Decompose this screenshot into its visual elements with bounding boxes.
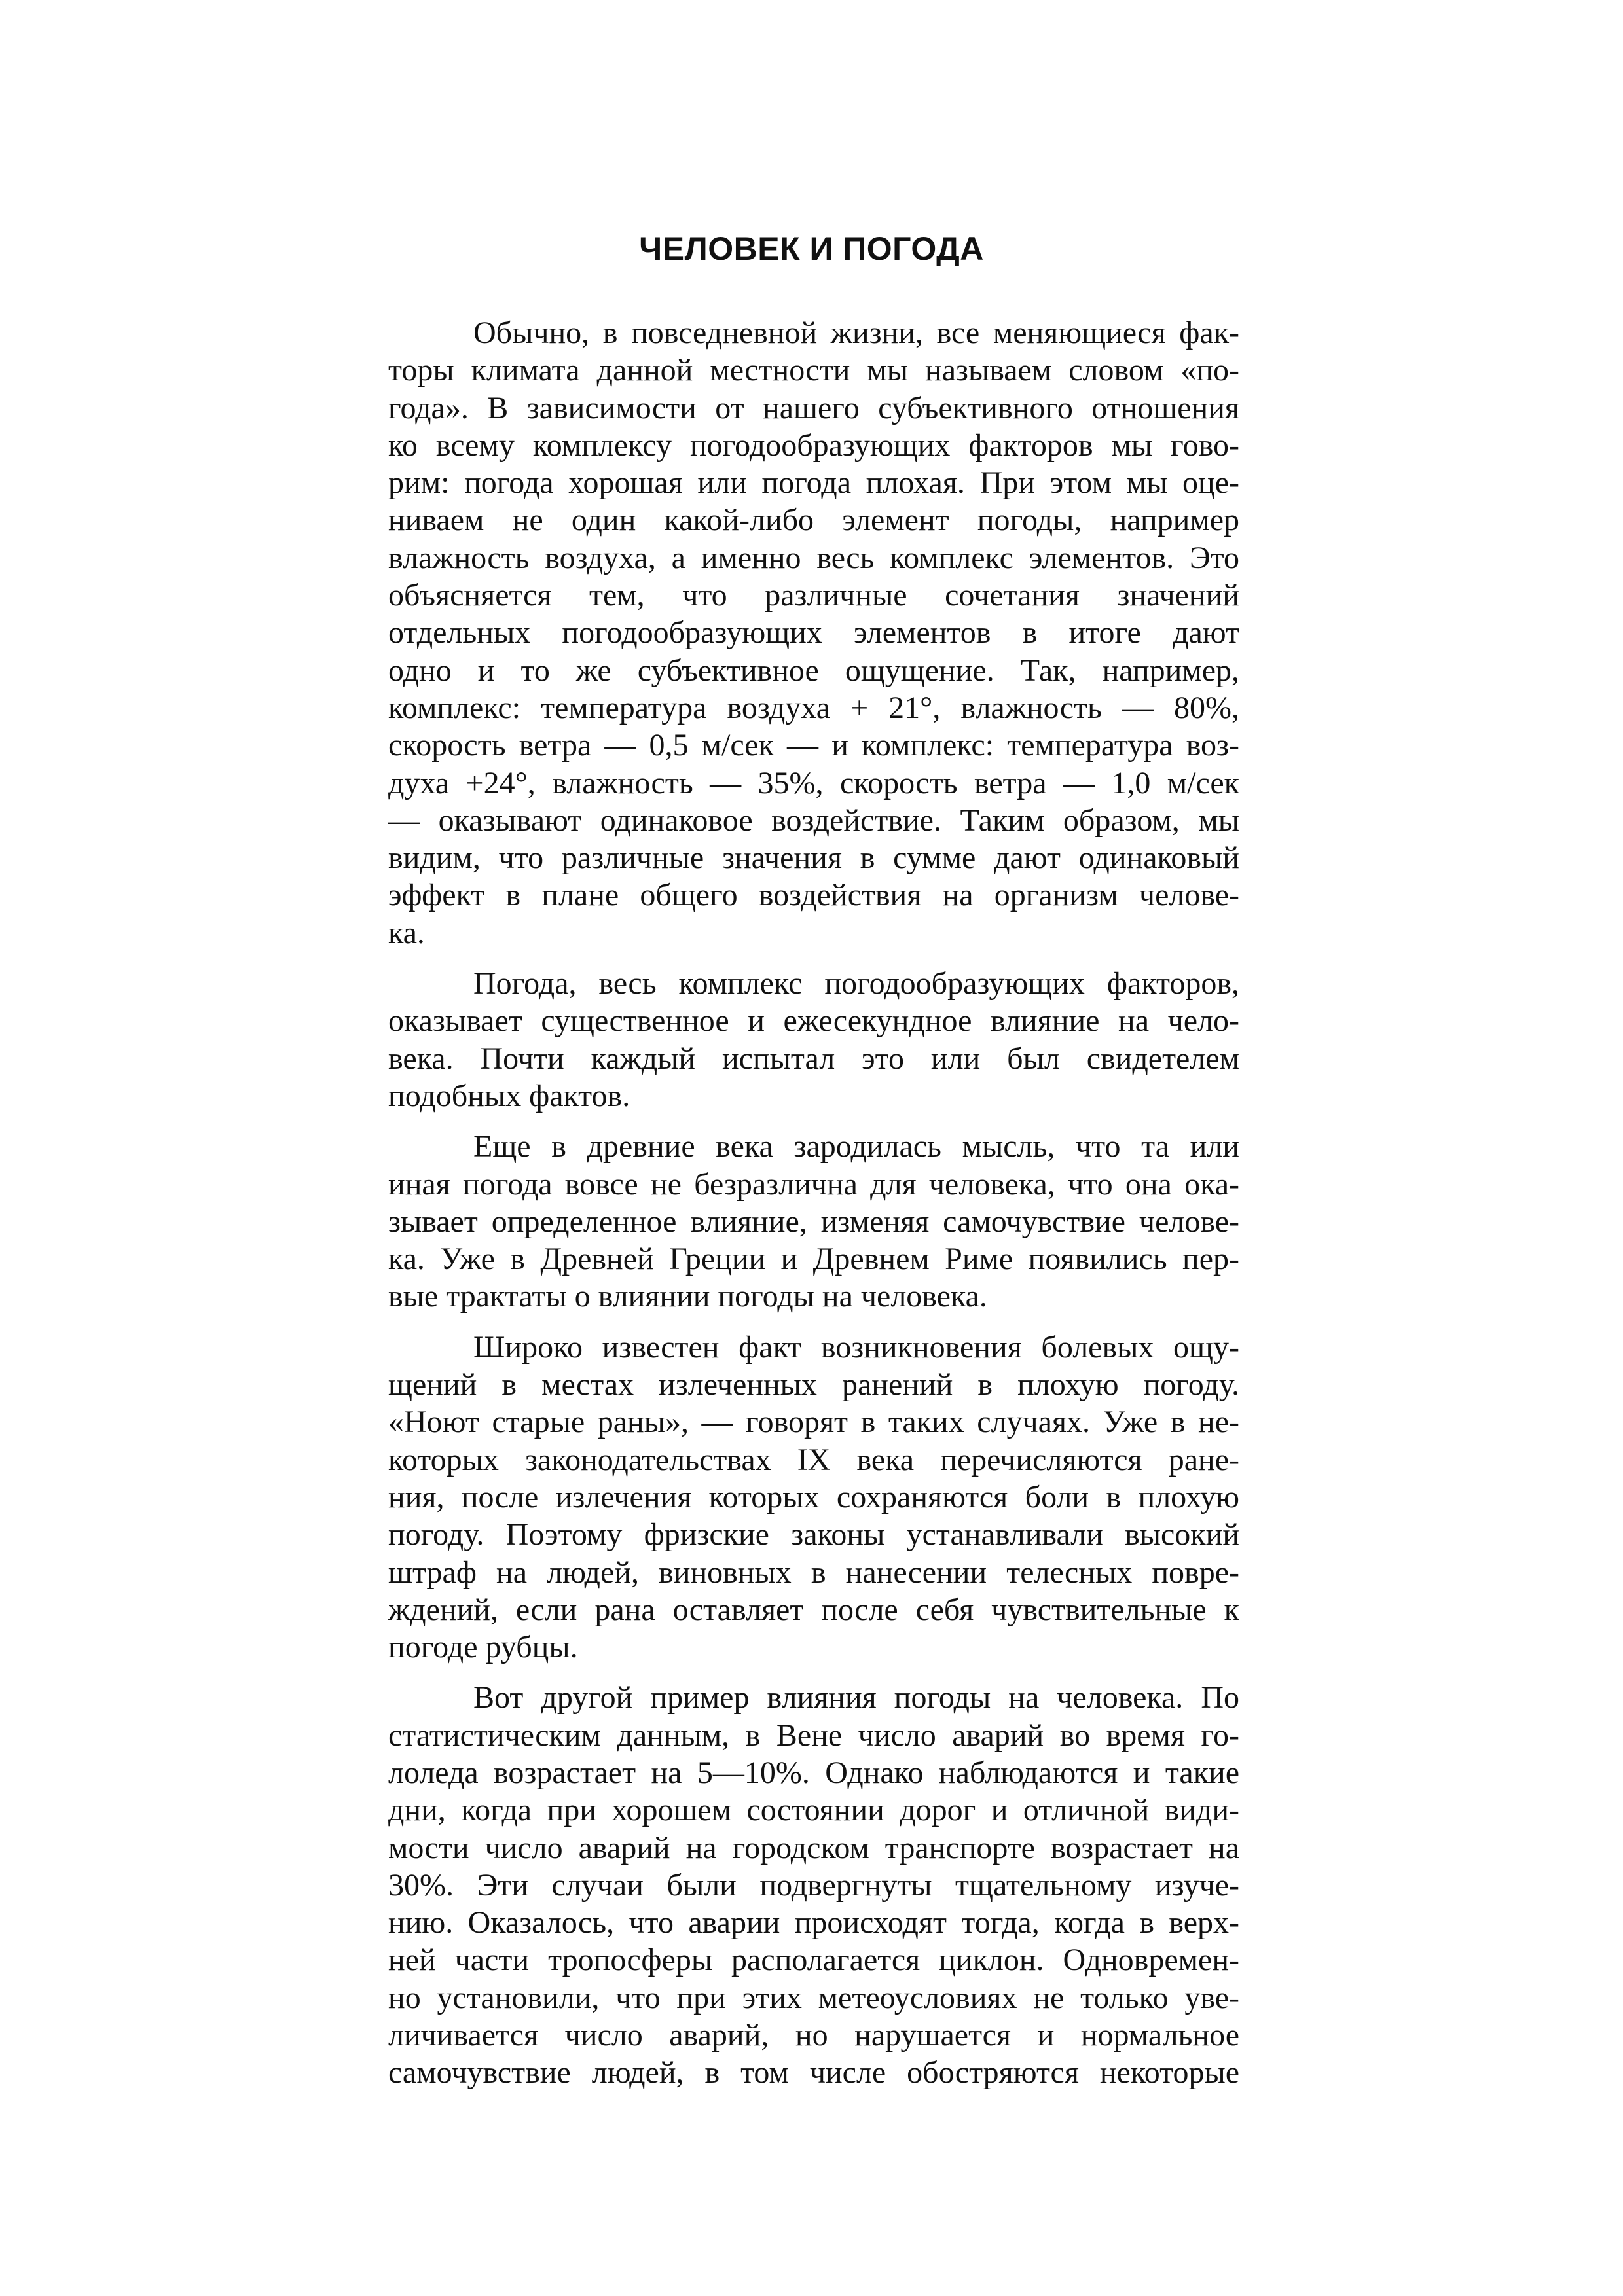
text-line: ней части тропосферы располагается циклон. Одновремен-	[388, 1943, 1239, 1978]
text-line: погоде рубцы.	[388, 1630, 578, 1665]
text-line: Погода, весь комплекс погодообразующих факторов,	[473, 966, 1239, 1001]
paragraph	[388, 1128, 1239, 1315]
text-line: Широко известен факт возникновения болевых ощу-	[473, 1329, 1239, 1365]
paragraph	[388, 1679, 1239, 2091]
paragraph	[388, 965, 1239, 1115]
text-line: дни, когда при хорошем состоянии дорог и отличной види-	[388, 1793, 1239, 1828]
text-line: погоду. Поэтому фризские законы устанавливали высокий	[388, 1517, 1239, 1552]
text-line: ния, после излечения которых сохраняются боли в плохую	[388, 1479, 1239, 1515]
text-line: статистическим данным, в Вене число аварий во время го-	[388, 1717, 1239, 1753]
page-title: ЧЕЛОВЕК И ПОГОДА	[639, 230, 984, 267]
text-line: отдельных погодообразующих элементов в итоге дают	[388, 615, 1239, 651]
text-line: года». В зависимости от нашего субъективного отношения	[388, 390, 1239, 425]
text-line: личивается число аварий, но нарушается и нормальное	[388, 2018, 1239, 2053]
text-line: одно и то же субъективное ощущение. Так, например,	[388, 653, 1239, 688]
text-line: штраф на людей, виновных в нанесении телесных повре-	[388, 1554, 1239, 1590]
text-line: 30%. Эти случаи были подвергнуты тщательному изуче-	[388, 1867, 1239, 1903]
text-line: ждений, если рана оставляет после себя чувствительные к	[388, 1592, 1239, 1627]
text-line: иная погода вовсе не безразлична для человека, что она ока-	[388, 1166, 1239, 1202]
text-line: ка. Уже в Древней Греции и Древнем Риме появились пер-	[388, 1242, 1239, 1277]
text-line: торы климата данной местности мы называем словом «по-	[388, 353, 1239, 388]
text-line: рим: погода хорошая или погода плохая. При этом мы оце-	[388, 465, 1239, 501]
text-line: влажность воздуха, а именно весь комплекс элементов. Это	[388, 540, 1239, 575]
text-line: эффект в плане общего воздействия на организм челове-	[388, 878, 1239, 913]
text-line: «Ноют старые раны», — говорят в таких случаях. Уже в не-	[388, 1405, 1239, 1440]
text-line: духа +24°, влажность — 35%, скорость ветра — 1,0 м/сек	[388, 765, 1239, 800]
text-line: века. Почти каждый испытал это или был свидетелем	[388, 1041, 1239, 1076]
text-line: ка.	[388, 915, 425, 950]
text-line: комплекс: температура воздуха + 21°, влажность — 80%,	[388, 690, 1239, 725]
text-line: мости число аварий на городском транспорте возрастает на	[388, 1830, 1239, 1865]
text-line: зывает определенное влияние, изменяя самочувствие челове-	[388, 1204, 1239, 1239]
text-line: подобных фактов.	[388, 1078, 630, 1113]
paragraph	[388, 1329, 1239, 1666]
text-line: щений в местах излеченных ранений в плохую погоду.	[388, 1367, 1239, 1403]
text-line: самочувствие людей, в том числе обостряются некоторые	[388, 2055, 1239, 2090]
text-line: объясняется тем, что различные сочетания значений	[388, 578, 1239, 613]
paragraph	[388, 314, 1239, 952]
text-line: Обычно, в повседневной жизни, все меняющиеся фак-	[473, 315, 1239, 350]
text-line: оказывает существенное и ежесекундное влияние на чело-	[388, 1003, 1239, 1039]
text-line: нию. Оказалось, что аварии происходят тогда, когда в верх-	[388, 1905, 1239, 1941]
body-text	[388, 314, 1239, 2105]
text-line: Вот другой пример влияния погоды на человека. По	[473, 1680, 1239, 1715]
text-line: вые трактаты о влиянии погоды на человека.	[388, 1279, 987, 1314]
text-line: ко всему комплексу погодообразующих факторов мы гово-	[388, 427, 1239, 463]
text-line: ниваем не один какой-либо элемент погоды, например	[388, 503, 1239, 538]
text-line: лоледа возрастает на 5—10%. Однако наблюдаются и такие	[388, 1755, 1239, 1790]
text-line: видим, что различные значения в сумме дают одинаковый	[388, 840, 1239, 876]
text-line: которых законодательствах IX века перечисляются ране-	[388, 1442, 1239, 1477]
text-line: Еще в древние века зародилась мысль, что та или	[473, 1129, 1239, 1164]
text-line: — оказывают одинаковое воздействие. Таким образом, мы	[388, 802, 1239, 838]
text-line: скорость ветра — 0,5 м/сек — и комплекс: температура воз-	[388, 728, 1239, 763]
text-line: но установили, что при этих метеоусловиях не только уве-	[388, 1980, 1239, 2015]
